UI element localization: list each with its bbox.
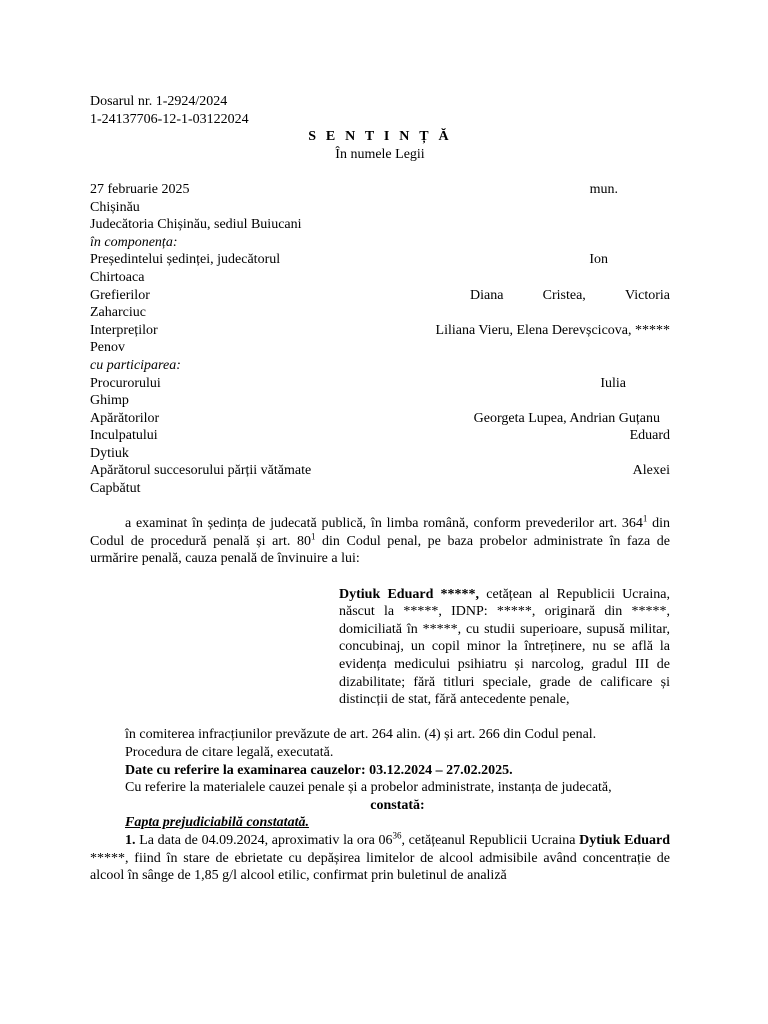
victim-defender-line — [90, 462, 670, 480]
interpreters-line — [90, 322, 670, 340]
reference-line: Cu referire la materialele cauzei penale și a probelor administrate, instanța de judecată, — [125, 780, 612, 796]
intro-text: din Codul de procedură penală și art. 80 — [90, 516, 670, 549]
clerks-line — [90, 287, 670, 305]
fact-text: La data de 04.09.2024, aproximativ la ora 06 — [135, 832, 393, 848]
victim-defender-last-name: Capbătut — [90, 481, 141, 497]
accused-details: cetățean al Republicii Ucraina, născut la *****, IDNP: *****, originară din *****, domiciliată în *****, cu studii superioare, supusă militar, concubinaj, un copil minor la întreținere, nu se află la evidența medicului psihiatru și narcolog, gradul III de dizabilitate; fără titluri speciale, grade de calificare și distincții de stat, fără antecedente penale, — [339, 586, 670, 708]
case-code: 1-24137706-12-1-03122024 — [90, 111, 249, 127]
victim-defender-label: Apărătorul succesorului părții vătămate — [90, 463, 312, 479]
victim-defender-first-name: Alexei — [632, 463, 670, 479]
case-number: Dosarul nr. 1-2924/2024 — [90, 94, 228, 109]
document-subtitle: În numele Legii — [335, 146, 425, 162]
city-prefix: mun. — [589, 181, 618, 197]
interpreters-label: Interpreților — [90, 322, 158, 338]
prosecutor-last-name: Ghimp — [90, 393, 129, 409]
clerks-label: Grefierilor — [90, 287, 150, 303]
examination-dates: Date cu referire la examinarea cauzelor: 03.12.2024 – 27.02.2025. — [125, 762, 513, 778]
fact-heading: Fapta prejudiciabilă constatată. — [125, 815, 309, 831]
fact-text: *****, fiind în stare de ebrietate cu depășirea limitelor de alcool admisibile având concentrație de alcool în sânge de 1,85 g/l alcool etilic, confirmat prin buletinul de analiză — [90, 850, 670, 884]
president-first-name: Ion — [589, 252, 608, 268]
intro-text: din Codul penal, pe baza probelor administrate în faza de urmărire penală, cauza penală de învinuire a lui: — [90, 533, 670, 567]
composition-label: în componența: — [90, 234, 178, 250]
paragraph-number: 1. — [125, 832, 136, 848]
participation-label: cu participarea: — [90, 357, 181, 373]
defenders-line — [90, 410, 670, 428]
fact-superscript: 36 — [392, 830, 402, 841]
document-title: S E N T I N Ț Ă — [308, 129, 452, 145]
document-page — [90, 93, 670, 885]
defendant-first-name: Eduard — [629, 428, 670, 444]
clerk-word: Diana — [470, 287, 504, 303]
prosecutor-first-name: Iulia — [600, 375, 626, 391]
fact-paragraph — [90, 832, 670, 885]
intro-superscript: 1 — [310, 531, 316, 542]
intro-paragraph — [90, 515, 670, 568]
interpreters-names: Liliana Vieru, Elena Derevșcicova, ***** — [435, 322, 670, 338]
clerk-word: Victoria — [624, 287, 670, 303]
defendant-label: Inculpatului — [90, 428, 158, 444]
date: 27 februarie 2025 — [90, 181, 190, 197]
president-label: Președintelui ședinței, judecătorul — [90, 252, 281, 268]
findings-block — [90, 726, 670, 832]
accused-block — [339, 586, 670, 709]
interpreter-last-name: Penov — [90, 340, 125, 356]
president-last-name: Chirtoaca — [90, 269, 145, 285]
defendant-line — [90, 427, 670, 445]
court-name: Judecătoria Chișinău, sediul Buiucani — [90, 217, 302, 233]
defenders-names: Georgeta Lupea, Andrian Guțanu — [473, 410, 660, 426]
prosecutor-line — [90, 375, 670, 393]
accused-name: Dytiuk Eduard *****, — [339, 586, 480, 602]
citation-line: Procedura de citare legală, executată. — [125, 744, 334, 760]
defenders-label: Apărătorilor — [90, 410, 160, 426]
president-line — [90, 251, 670, 269]
clerks-names — [470, 287, 670, 305]
city: Chișinău — [90, 199, 140, 215]
fact-accused-name: Dytiuk Eduard — [579, 832, 670, 848]
finds-heading: constată: — [370, 797, 425, 813]
date-line — [90, 181, 670, 199]
intro-text: a examinat în ședința de judecată publică, în limba română, conform prevederilor art. 364 — [125, 516, 643, 532]
intro-superscript: 1 — [642, 513, 648, 524]
charges-line: în comiterea infracțiunilor prevăzute de art. 264 alin. (4) și art. 266 din Codul penal. — [125, 727, 597, 743]
clerk-last-name: Zaharciuc — [90, 305, 146, 321]
defendant-last-name: Dytiuk — [90, 445, 129, 461]
prosecutor-label: Procurorului — [90, 375, 161, 391]
fact-text: , cetățeanul Republicii Ucraina — [401, 832, 580, 848]
clerk-word: Cristea, — [542, 287, 586, 303]
